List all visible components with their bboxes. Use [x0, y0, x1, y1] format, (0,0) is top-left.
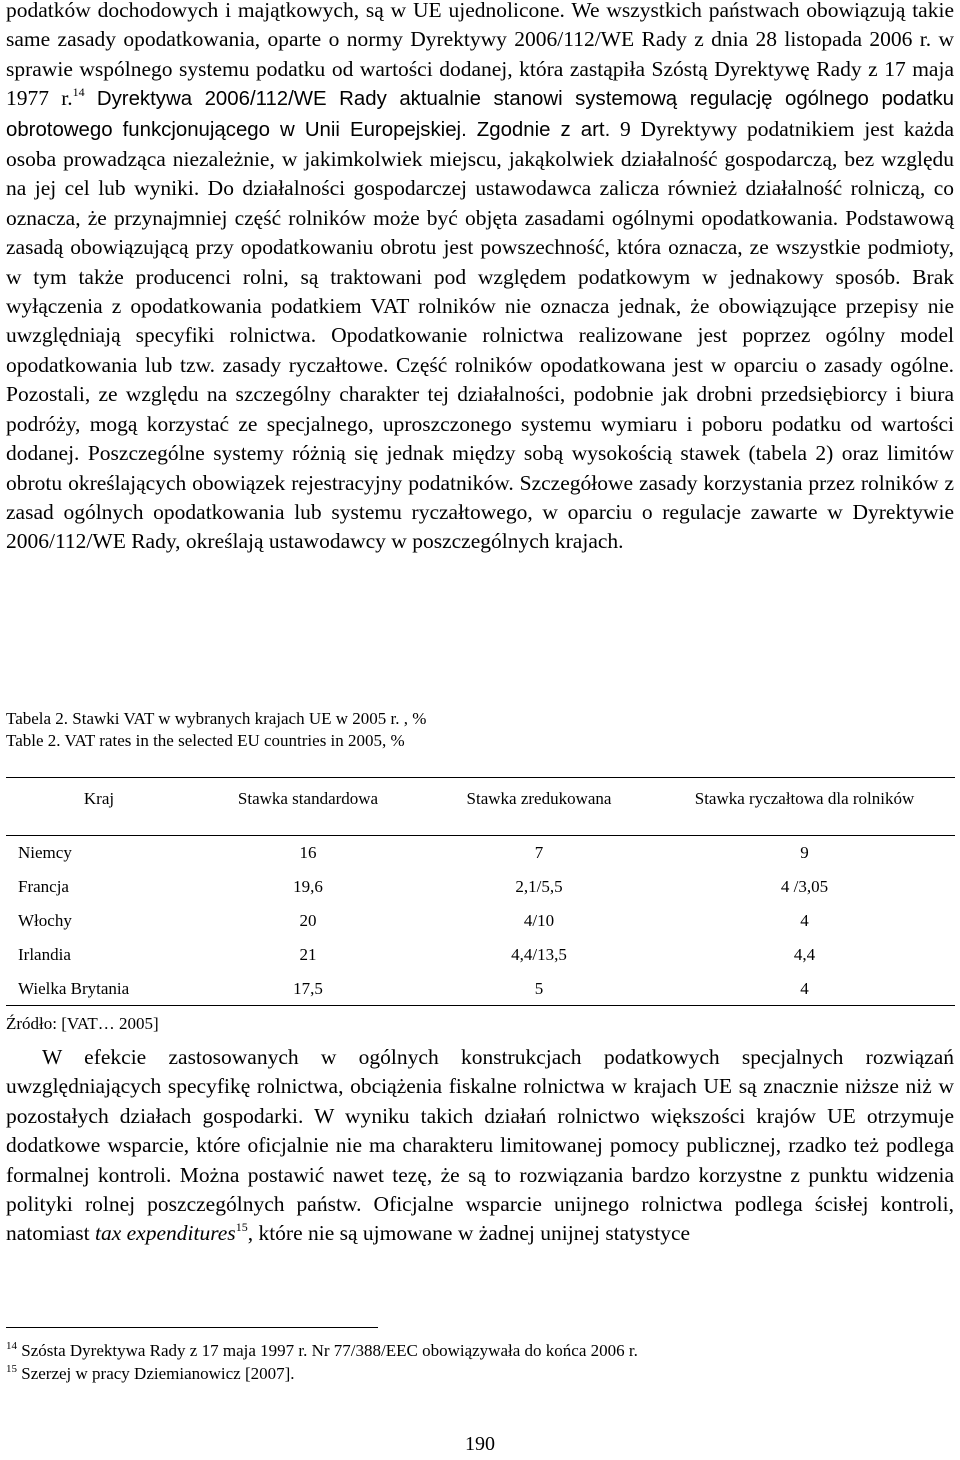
paragraph-1-part-b: Dyrektywa 2006/112/WE Rady aktualnie stanowi systemową regulację ogólnego podatku obrotowego funkcjonującego w Unii Europejskiej. Zgodnie z art.: [6, 88, 955, 141]
cell-country: Wielka Brytania: [6, 972, 192, 1006]
paragraph-1-part-c: 9 Dyrektywy podatnikiem jest każda osoba prowadząca niezależnie, w jakimkolwiek miejscu, jakąkolwiek działalność gospodarczą, bez względu na jej cel lub wyniki. Do działalności gospodarczej ustawodawca zalicza również działalność rolniczą, co oznacza, że przynajmniej część rolników może być objęta zasadami ogólnymi opodatkowania. Podstawową zasadą obowiązującą przy opodatkowaniu obrotu jest powszechność, która oznacza, ze wszystkie podmioty, w tym także producenci rolni, są traktowani pod względem podatkowym w jednakowy sposób. Brak wyłączenia z opodatkowania podatkiem VAT rolników nie oznacza jednak, że obowiązujące przepisy nie uwzględniają specyfiki rolnictwa. Opodatkowanie rolnictwa realizowane jest poprzez ogólny model opodatkowania lub tzw. zasady ryczałtowe. Część rolników opodatkowana jest w oparciu o zasady ogólne. Pozostali, ze względu na szczególny charakter tej działalności, podobnie jak drobni przedsiębiorcy i biura podróży, mogą korzystać ze specjalnego, uproszczonego systemu wymiaru i poboru podatku od wartości dodanej. Poszczególne systemy różnią się jednak między sobą wysokością stawek (tabela 2) oraz limitów obrotu określających obowiązek rejestracyjny podatników. Szczegółowe zasady korzystania przez rolników z zasad ogólnych opodatkowania lub systemu ryczałtowego, w oparciu o regulacje zawarte w Dyrektywie 2006/112/WE Rady, określają ustawodawcy w poszczególnych krajach.: [6, 116, 954, 554]
table-row: [6, 904, 955, 938]
footnote-text: Szerzej w pracy Dziemianowicz [2007].: [21, 1364, 295, 1383]
cell-reduced-rate: 4/10: [523, 911, 555, 930]
paragraph-1: [6, 0, 954, 557]
table-caption-pl: Tabela 2. Stawki VAT w wybranych krajach UE w 2005 r. , %: [6, 709, 427, 728]
cell-flat-rate: 9: [800, 843, 809, 862]
footnote-number: 14: [6, 1340, 17, 1352]
footnote-15: [6, 1362, 954, 1385]
cell-flat-rate: 4: [800, 911, 809, 930]
header-standard-rate: Stawka standardowa: [237, 789, 379, 808]
table-row: [6, 836, 955, 871]
cell-standard-rate: 19,6: [293, 877, 323, 896]
cell-standard-rate: 21: [299, 945, 317, 964]
table-header-row: [6, 778, 955, 836]
cell-flat-rate: 4 /3,05: [780, 877, 829, 896]
paragraph-2-italic-term: tax expenditures: [94, 1221, 236, 1246]
footnotes: [6, 1339, 954, 1385]
footnote-text: Szósta Dyrektywa Rady z 17 maja 1997 r. Nr 77/388/EEC obowiązywała do końca 2006 r.: [21, 1341, 638, 1360]
cell-flat-rate: 4: [654, 972, 955, 1006]
table-row: [6, 870, 955, 904]
header-country: Kraj: [83, 789, 115, 808]
cell-reduced-rate: 7: [534, 843, 544, 862]
footnote-separator: [6, 1327, 378, 1328]
footnote-14: [6, 1339, 954, 1362]
cell-reduced-rate: 2,1/5,5: [515, 877, 563, 896]
cell-country: Irlandia: [18, 945, 71, 964]
cell-standard-rate: 16: [299, 843, 317, 862]
table-caption-en: Table 2. VAT rates in the selected EU countries in 2005, %: [6, 731, 405, 750]
table-row: [6, 972, 955, 1006]
cell-country: Włochy: [18, 911, 72, 930]
cell-standard-rate: 20: [299, 911, 317, 930]
table-source: Źródło: [VAT… 2005]: [6, 1014, 159, 1033]
cell-reduced-rate: 5: [424, 972, 654, 1006]
footnote-number: 15: [6, 1363, 17, 1375]
footnote-ref-15[interactable]: 15: [235, 1220, 248, 1235]
footnote-ref-14[interactable]: 14: [72, 85, 85, 100]
table-row: [6, 938, 955, 972]
page-number: 190: [465, 1433, 495, 1455]
table-captions: [6, 708, 954, 752]
cell-country: Francja: [18, 877, 69, 896]
cell-flat-rate: 4,4: [793, 945, 816, 964]
paragraph-2: [6, 1043, 954, 1249]
paragraph-2-part-a: W efekcie zastosowanych w ogólnych konstrukcjach podatkowych specjalnych rozwiązań uwzględniających specyfikę rolnictwa, obciążenia fiskalne rolnictwa w krajach UE są znacznie niższe niż w pozostałych działach gospodarki. W wyniku takich działań rolnictwo większości krajów UE otrzymuje dodatkowe wsparcie, które oficjalnie nie ma charakteru limitowanej pomocy publicznej, rzadko też podlega formalnej kontroli. Można postawić nawet tezę, że są to rozwiązania bardzo korzystne z punktu widzenia polityki rolnej poszczególnych państw. Oficjalne wsparcie unijnego rolnictwa podlega ścisłej kontroli, natomiast: [6, 1045, 954, 1246]
cell-reduced-rate: 4,4/13,5: [511, 945, 567, 964]
cell-country: Niemcy: [18, 843, 72, 862]
paragraph-2-part-b: , które nie są ujmowane w żadnej unijnej statystyce: [247, 1221, 691, 1246]
header-reduced-rate: Stawka zredukowana: [466, 789, 612, 808]
cell-standard-rate: 17,5: [192, 972, 424, 1006]
header-flat-rate-farmers: Stawka ryczałtowa dla rolników: [694, 789, 915, 808]
vat-rates-table: [6, 777, 955, 1006]
paragraph-1-part-a: podatków dochodowych i majątkowych, są w UE ujednolicone. We wszystkich państwach obowiązują takie same zasady opodatkowania, oparte o normy Dyrektywy 2006/112/WE Rady z dnia 28 listopada 2006 r. w sprawie wspólnego systemu podatku od wartości dodanej, która zastąpiła Szóstą Dyrektywę Rady z 17 maja 1977 r.: [6, 0, 954, 111]
